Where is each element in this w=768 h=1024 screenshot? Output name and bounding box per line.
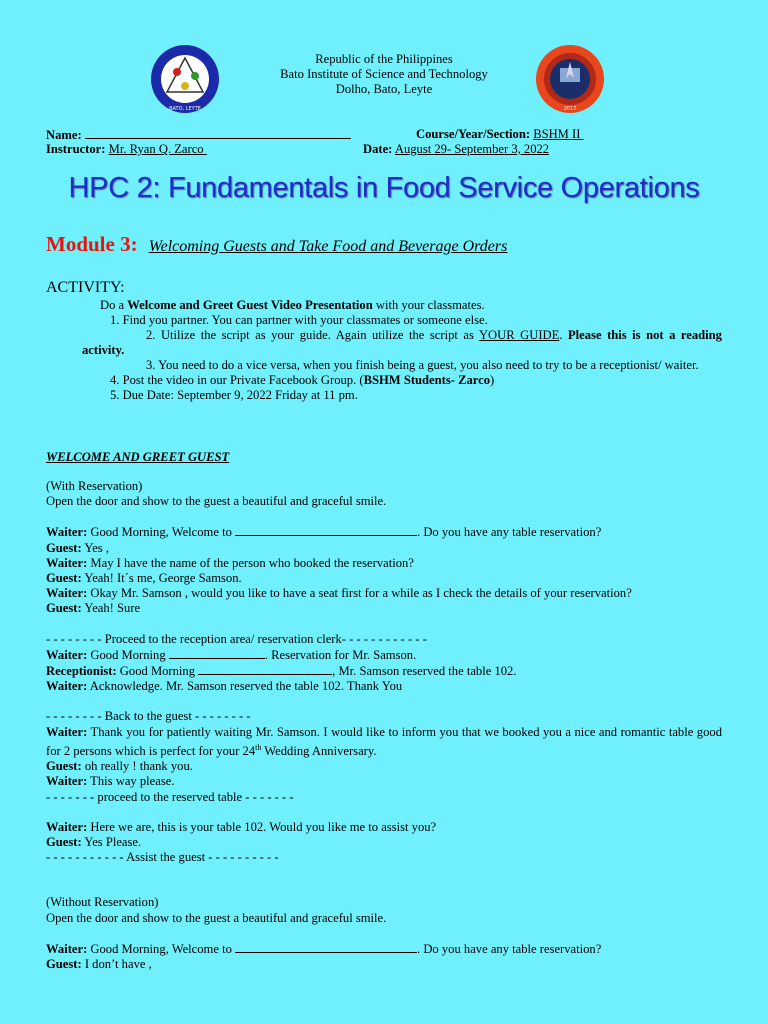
instructor-value: Mr. Ryan Q. Zarco <box>108 142 204 156</box>
stage-direction: - - - - - - - - - - - Assist the guest - - - - - - - - - - <box>46 850 279 865</box>
script-with-reservation <box>46 479 722 972</box>
activity-item-3: 3. You need to do a vice versa, when you finish being a guest, you also need to try to be a receptionist/ waiter. <box>146 358 699 372</box>
module-label: Module 3: <box>46 232 138 256</box>
dialogue-line: Waiter: Good Morning . Reservation for Mr. Samson. <box>46 647 417 662</box>
dialogue-line: Guest: oh really ! thank you. <box>46 759 193 774</box>
without-reservation-label: (Without Reservation) <box>46 895 159 910</box>
activity-heading: ACTIVITY: <box>46 279 125 296</box>
svg-text:2017: 2017 <box>563 106 577 112</box>
name-blank <box>85 127 351 139</box>
with-reservation-label: (With Reservation) <box>46 479 143 493</box>
svg-text:BATO, LEYTE: BATO, LEYTE <box>169 106 201 112</box>
open-door-instruction: Open the door and show to the guest a beautiful and graceful smile. <box>46 910 387 925</box>
header-line-3: Dolho, Bato, Leyte <box>335 82 433 96</box>
dialogue-line: Guest: Yes , <box>46 540 109 555</box>
date-label: Date: <box>363 142 393 156</box>
dialogue-line: Guest: I don’t have , <box>46 957 152 972</box>
instructor-label: Instructor: <box>46 142 106 156</box>
module-title: Welcoming Guests and Take Food and Beverage Orders <box>148 238 508 255</box>
header-line-2: Bato Institute of Science and Technology <box>280 67 488 81</box>
activity-item-5: 5. Due Date: September 9, 2022 Friday at 11 pm. <box>110 388 358 402</box>
course-title: HPC 2: Fundamentals in Food Service Operations <box>68 172 700 204</box>
open-door-instruction: Open the door and show to the guest a beautiful and graceful smile. <box>46 494 387 509</box>
stage-direction: - - - - - - - proceed to the reserved table - - - - - - - <box>46 789 294 804</box>
course-value: BSHM II <box>533 127 581 141</box>
activity-intro: Do a Welcome and Greet Guest Video Presentation with your classmates. <box>100 298 485 312</box>
dialogue-line: Waiter: Thank you for patiently waiting Mr. Samson. I would like to inform you that we booked you a nice and romantic table good for 2 persons which is perfect for your 24th Wedding Anniversary. <box>46 724 722 759</box>
course-field <box>416 127 584 142</box>
institution-header <box>200 52 568 97</box>
date-field <box>363 142 549 157</box>
dialogue-line: Guest: Yes Please. <box>46 835 142 850</box>
dialogue-line: Waiter: May I have the name of the person who booked the reservation? <box>46 555 414 570</box>
stage-direction: - - - - - - - - Back to the guest - - - - - - - - <box>46 709 251 724</box>
dialogue-line: Waiter: Acknowledge. Mr. Samson reserved the table 102. Thank You <box>46 679 403 694</box>
dialogue-line: Receptionist: Good Morning , Mr. Samson reserved the table 102. <box>46 664 517 679</box>
dialogue-line: Waiter: This way please. <box>46 774 175 789</box>
name-field <box>46 127 351 143</box>
dialogue-line: Guest: Yeah! Sure <box>46 601 141 616</box>
dialogue-line: Waiter: Good Morning, Welcome to . Do you have any table reservation? <box>46 525 602 540</box>
date-value: August 29- September 3, 2022 <box>394 142 550 156</box>
header-line-1: Republic of the Philippines <box>315 52 453 66</box>
instructor-field <box>46 142 207 157</box>
activity-item-2: 2. Utilize the script as your guide. Again utilize the script as YOUR GUIDE. Please this is not a reading activity. <box>82 328 722 357</box>
script-heading: WELCOME AND GREET GUEST <box>46 450 230 464</box>
activity-item-1: 1. Find you partner. You can partner with your classmates or someone else. <box>110 313 488 327</box>
dialogue-line: Waiter: Okay Mr. Samson , would you like to have a seat first for a while as I check the details of your reservation? <box>46 586 632 601</box>
dialogue-line: Waiter: Good Morning, Welcome to . Do you have any table reservation? <box>46 941 602 956</box>
dialogue-line: Waiter: Here we are, this is your table 102. Would you like me to assist you? <box>46 819 437 834</box>
activity-item-4: 4. Post the video in our Private Facebook Group. (BSHM Students- Zarco) <box>110 373 495 387</box>
stage-direction: - - - - - - - - Proceed to the reception area/ reservation clerk- - - - - - - - - - - - <box>46 631 427 646</box>
name-label: Name: <box>46 128 82 142</box>
course-label: Course/Year/Section: <box>416 127 531 141</box>
dialogue-line: Guest: Yeah! It´s me, George Samson. <box>46 571 242 586</box>
module-heading <box>46 232 507 257</box>
activity-instructions <box>46 298 722 403</box>
